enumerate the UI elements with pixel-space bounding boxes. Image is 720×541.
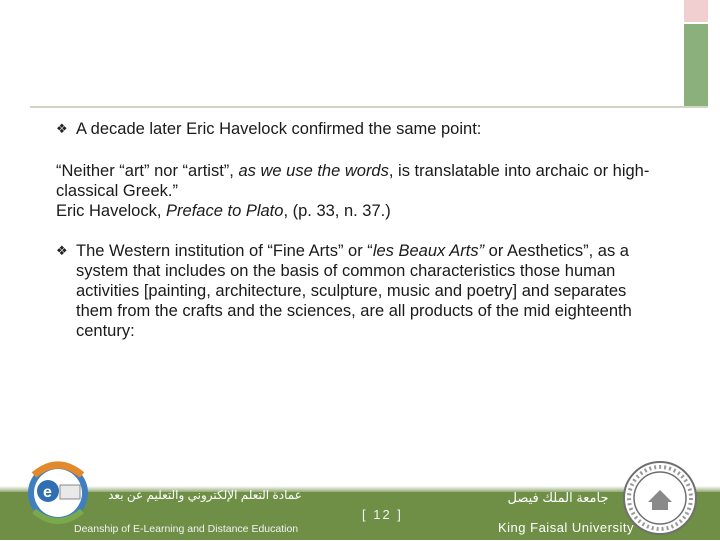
svg-text:e: e [43,484,52,501]
spacer [56,221,666,241]
quote-paragraph [56,161,666,201]
diamond-bullet-icon: ❖ [56,121,68,136]
bullet-item-second [56,241,666,341]
bullet-text-second [76,241,666,341]
quote-text-italic: as we use the words [238,162,389,180]
citation-title: Preface to Plato [166,202,284,220]
quote-text-part3: , is translatable into archaic or high-classical Greek.” [56,162,650,200]
university-english: King Faisal University [498,520,634,535]
diamond-bullet-icon: ❖ [56,243,68,258]
citation [56,201,666,221]
title-divider [30,106,708,108]
quote-text-part1: “Neither “art” nor “artist”, [56,162,239,180]
bullet-text-first: A decade later Eric Havelock confirmed the same point: [76,120,482,138]
bullet-item-first [56,119,666,139]
university-arabic: جامعة الملك فيصل [507,490,609,505]
bullet-second-part3: or Aesthetics”, as a system that includes on the basis of common characteristics those human activities [painting, architecture, sculpture, music and poetry] and separates them from the crafts and the sciences, are all products of the mid eighteenth century: [76,242,632,340]
page-number: [ 12 ] [362,507,403,522]
university-seal-icon [622,460,698,536]
deanship-english: Deanship of E-Learning and Distance Education [74,523,299,535]
decorative-tab-pink [684,0,708,22]
bullet-second-part1: The Western institution of “Fine Arts” or “ [76,242,373,260]
citation-pages: , (p. 33, n. 37.) [283,202,391,220]
decorative-tab-green [684,24,708,108]
slide-body [56,119,666,341]
citation-author: Eric Havelock, [56,202,167,220]
deanship-arabic: عمادة التعلم الإلكتروني والتعليم عن بعد [108,488,302,502]
bullet-second-italic: les Beaux Arts” [372,242,485,260]
